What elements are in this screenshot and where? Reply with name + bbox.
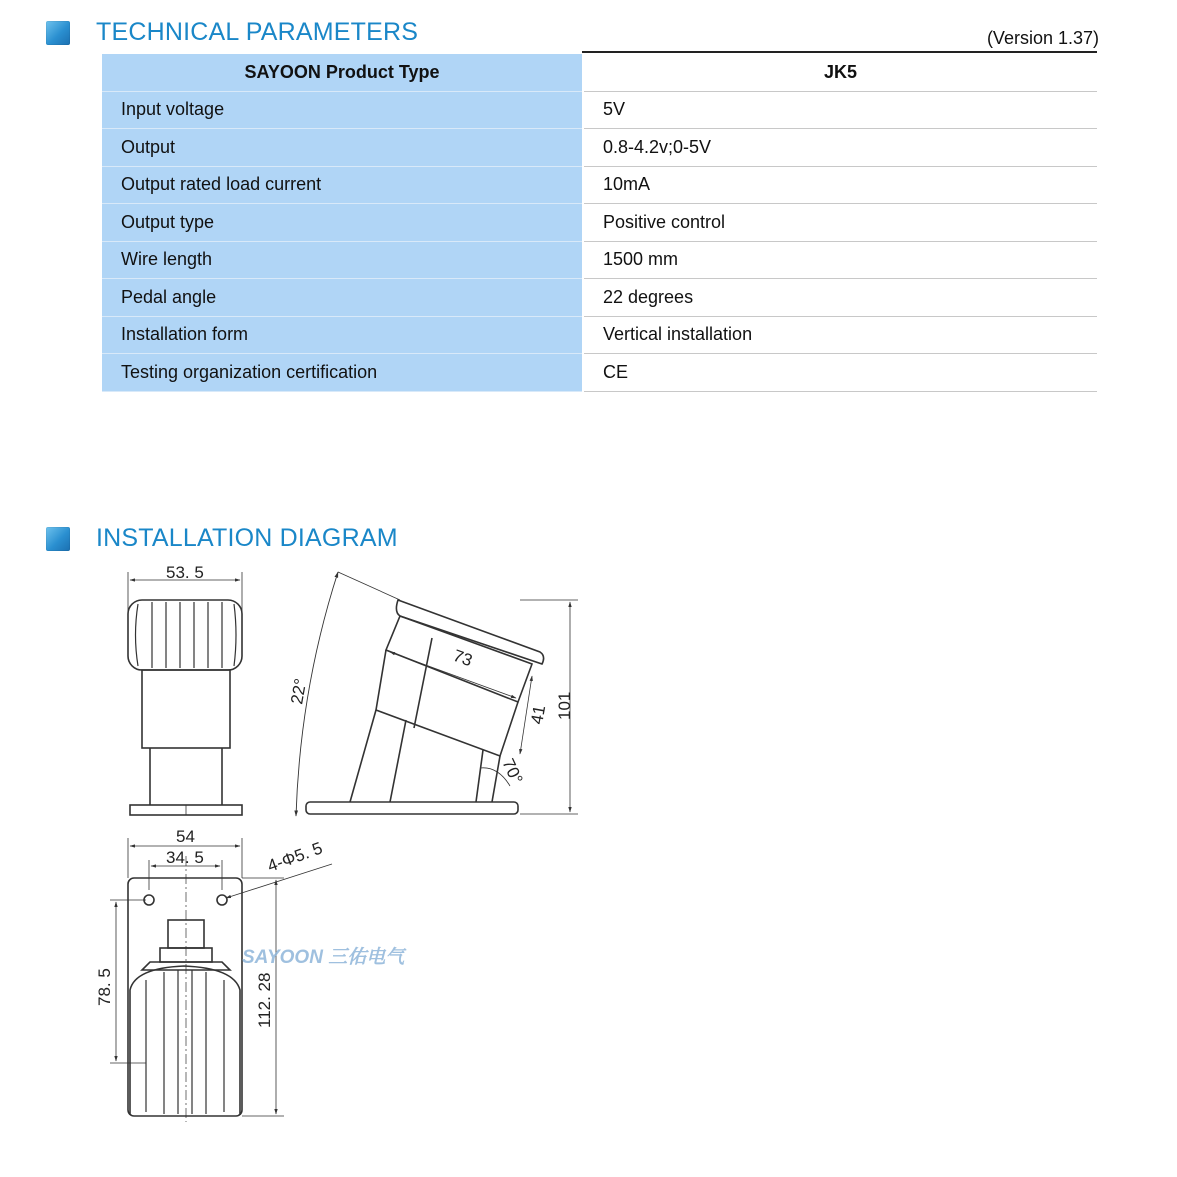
row-value: 5V [583, 91, 1097, 129]
installation-diagram-header [46, 524, 398, 553]
parameters-table [102, 54, 1097, 392]
table-row [102, 91, 1097, 129]
dim-total-length: 112. 28 [255, 972, 274, 1028]
technical-parameters-header [46, 18, 418, 47]
row-value: Vertical installation [583, 316, 1097, 354]
header-label: SAYOON Product Type [102, 54, 583, 91]
section-title: INSTALLATION DIAGRAM [96, 524, 398, 552]
section-square-icon [46, 527, 70, 551]
row-value: 0.8-4.2v;0-5V [583, 129, 1097, 167]
dim-pedal-length: 73 [450, 645, 475, 671]
table-row [102, 279, 1097, 317]
row-label: Wire length [102, 241, 583, 279]
dim-hole-spacing: 34. 5 [166, 848, 204, 867]
watermark-logo: SAYOON 三佑电气 [242, 947, 405, 968]
row-value: 22 degrees [583, 279, 1097, 317]
dim-total-height: 101 [555, 691, 574, 720]
dim-hole-vertical: 78. 5 [95, 968, 114, 1006]
row-label: Input voltage [102, 91, 583, 129]
row-label: Pedal angle [102, 279, 583, 317]
table-row [102, 166, 1097, 204]
version-label: (Version 1.37) [986, 28, 1099, 48]
side-view [296, 572, 578, 816]
dim-pedal-height: 41 [527, 703, 550, 726]
section-square-icon [46, 21, 70, 45]
table-row [102, 204, 1097, 242]
row-label: Output [102, 129, 583, 167]
row-label: Output rated load current [102, 166, 583, 204]
dim-top-width: 53. 5 [166, 563, 204, 582]
table-row [102, 241, 1097, 279]
header-value: JK5 [583, 54, 1097, 91]
dim-base-width: 54 [176, 827, 195, 846]
row-value: Positive control [583, 204, 1097, 242]
row-value: CE [583, 354, 1097, 392]
top-view [110, 838, 332, 1122]
row-label: Testing organization certification [102, 354, 583, 392]
row-label: Output type [102, 204, 583, 242]
table-row [102, 354, 1097, 392]
header-rule [582, 51, 1097, 53]
row-value: 10mA [583, 166, 1097, 204]
table-header-row [102, 54, 1097, 91]
section-title: TECHNICAL PARAMETERS [96, 18, 419, 46]
table-row [102, 129, 1097, 167]
dim-holes: 4-Φ5. 5 [264, 838, 325, 876]
dim-pedal-angle: 22° [287, 677, 311, 706]
installation-drawing [80, 560, 600, 1125]
front-view [128, 572, 242, 815]
table-row [102, 316, 1097, 354]
row-value: 1500 mm [583, 241, 1097, 279]
row-label: Installation form [102, 316, 583, 354]
dim-base-angle: 70° [498, 755, 527, 787]
